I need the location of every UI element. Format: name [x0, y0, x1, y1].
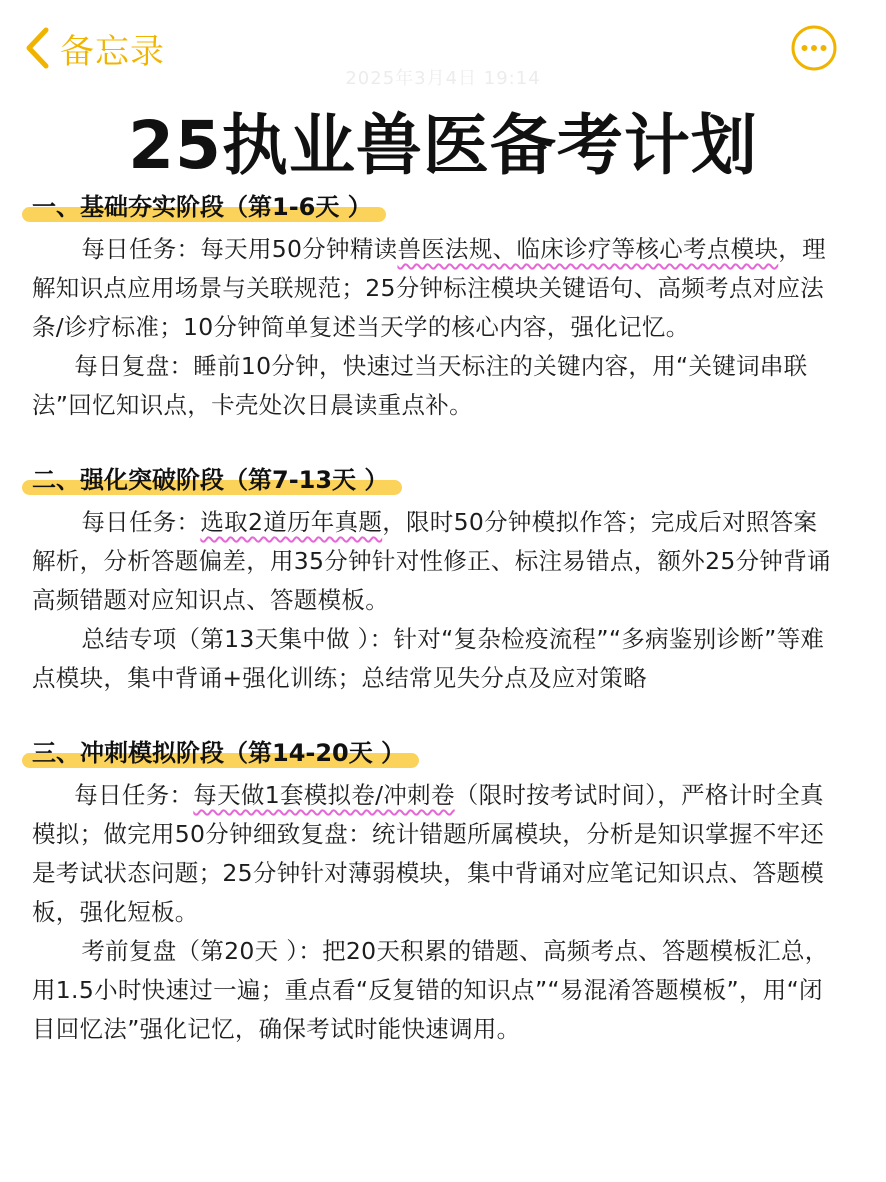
note-timestamp: 2025年3月4日 19:14 — [345, 68, 541, 89]
highlighted-text: 每天做1套模拟卷/冲刺卷 — [193, 781, 455, 809]
daily-task-paragraph — [32, 503, 832, 620]
highlighted-text: 兽医法规、临床诊疗等核心考点模块 — [397, 235, 779, 263]
text-run: ，理解知识点应用场景与关联规范；25分钟标注模块关键语句、高频考点对应法条/诊疗标准；10分钟简单复述当天学的核心内容，强化记忆。 — [32, 235, 826, 341]
section-heading: 三、冲刺模拟阶段（第14-20天 ） — [32, 736, 419, 770]
text-run: ，限时50分钟模拟作答；完成后对照答案解析，分析答题偏差，用35分钟针对性修正、标注易错点，额外25分钟背诵高频错题对应知识点、答题模板。 — [32, 508, 831, 614]
pre-exam-review-paragraph: 考前复盘（第20天 ）：把20天积累的错题、高频考点、答题模板汇总，用1.5小时快速过一遍；重点看“反复错的知识点”“易混淆答题模板”，用“闭目回忆法”强化记忆，确保考试时能快速调用。 — [32, 937, 829, 1043]
section-heading: 一、基础夯实阶段（第1-6天 ） — [32, 190, 386, 224]
daily-task-paragraph — [32, 230, 832, 347]
daily-review-paragraph: 每日复盘：睡前10分钟，快速过当天标注的关键内容，用“关键词串联法”回忆知识点，卡壳处次日晨读重点补。 — [32, 352, 808, 419]
section-heading: 二、强化突破阶段（第7-13天 ） — [32, 463, 402, 497]
note-body[interactable] — [32, 190, 832, 1087]
highlighted-text: 选取2道历年真题 — [200, 508, 383, 536]
daily-task-paragraph — [32, 776, 832, 932]
text-run: 每日任务： — [74, 781, 194, 809]
text-run: 每日任务：每天用50分钟精读 — [81, 235, 398, 263]
note-title: 25执业兽医备考计划 — [128, 107, 758, 184]
text-run: 每日任务： — [81, 508, 201, 536]
back-label: 备忘录 — [60, 31, 165, 72]
section-foundation — [32, 190, 832, 425]
section-reinforcement — [32, 463, 832, 698]
section-sprint — [32, 736, 832, 1049]
text-run: （限时按考试时间），严格计时全真模拟；做完用50分钟细致复盘：统计错题所属模块，分析是知识掌握不牢还是考试状态问题；25分钟针对薄弱模块，集中背诵对应笔记知识点、答题模板，强化短板。 — [32, 781, 825, 926]
summary-paragraph: 总结专项（第13天集中做 ）：针对“复杂检疫流程”“多病鉴别诊断”等难点模块，集中背诵+强化训练；总结常见失分点及应对策略 — [32, 625, 825, 692]
